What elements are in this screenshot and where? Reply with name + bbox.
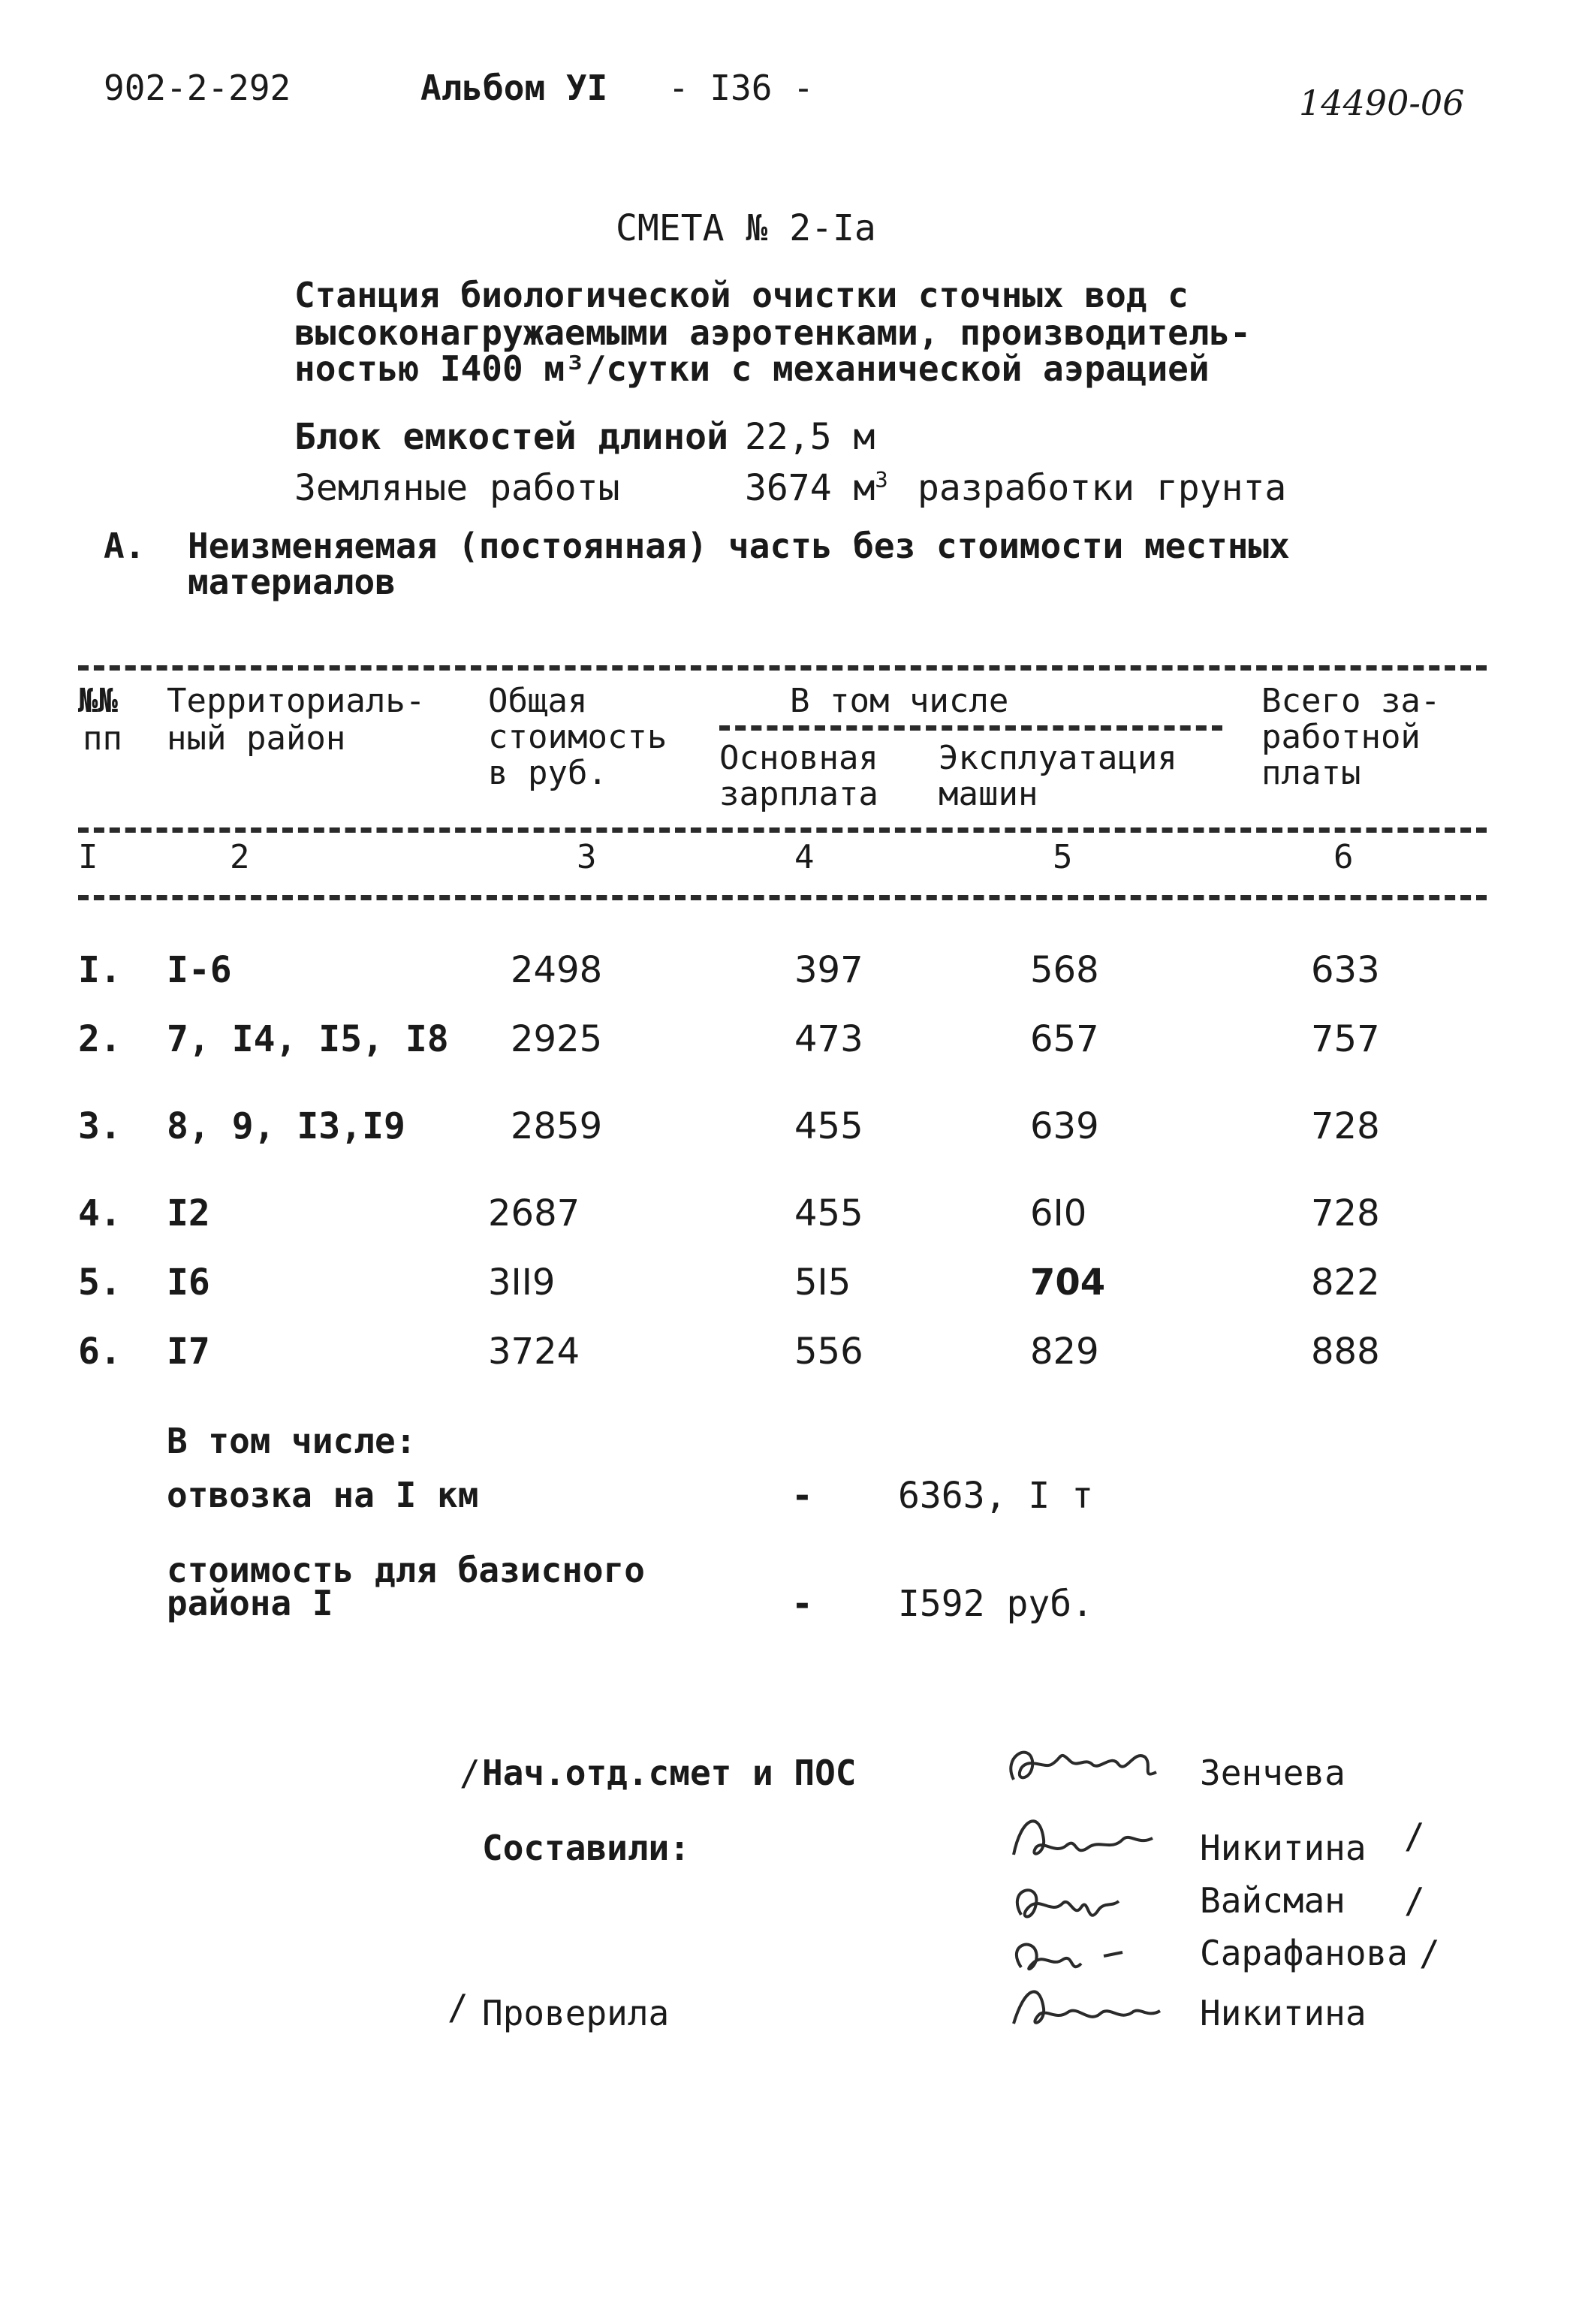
- table-top-rule: [78, 665, 1487, 671]
- description-line-1: Станция биологической очистки сточных вод с: [294, 275, 1189, 315]
- row-wage: 556: [794, 1331, 863, 1373]
- row-number: 4.: [78, 1192, 122, 1234]
- handwritten-signatures: [999, 1727, 1186, 2042]
- header-district-l1: Территориаль-: [167, 682, 426, 720]
- compiler-name: Сарафанова: [1200, 1933, 1408, 1973]
- column-number: I: [78, 838, 98, 876]
- row-wage: 455: [794, 1192, 863, 1234]
- earthworks-value: 3674 $м^3$: [745, 467, 888, 509]
- header-wage-l1: Основная: [719, 739, 878, 777]
- group-underline-rule: [719, 725, 1222, 731]
- row-number: 6.: [78, 1331, 122, 1373]
- row-all-wage: 728: [1311, 1105, 1380, 1147]
- row-machines: 6I0: [1030, 1192, 1087, 1234]
- slash-mark: /: [460, 1753, 481, 1793]
- row-total: 3724: [488, 1331, 580, 1373]
- header-district-l2: ный район: [167, 719, 346, 758]
- block-value: 22,5 м: [745, 416, 875, 458]
- including-heading: В том числе:: [167, 1421, 417, 1461]
- row-district: 7, I4, I5, I8: [167, 1018, 449, 1060]
- row-all-wage: 633: [1311, 949, 1380, 991]
- header-total-l2: стоимость: [488, 718, 667, 756]
- description-line-3: ностью I400 м³/сутки с механической аэрацией: [294, 348, 1210, 389]
- checked-by-label: Проверила: [482, 1993, 670, 2033]
- header-all-wage-l3: платы: [1261, 754, 1361, 792]
- description-line-2: высоконагружаемыми аэротенками, производитель-: [294, 312, 1251, 353]
- row-total: 2687: [488, 1192, 580, 1234]
- head-of-department-name: Зенчева: [1200, 1753, 1345, 1793]
- row-all-wage: 888: [1311, 1331, 1380, 1373]
- row-total: 3II9: [488, 1261, 556, 1304]
- header-total-l3: в руб.: [488, 754, 607, 792]
- row-wage: 473: [794, 1018, 863, 1060]
- header-number-l1: №№: [78, 682, 118, 720]
- base-cost-label-l2: района I: [167, 1583, 333, 1623]
- row-wage: 397: [794, 949, 863, 991]
- row-all-wage: 822: [1311, 1261, 1380, 1304]
- slash-mark: /: [1404, 1880, 1425, 1921]
- row-district: I-6: [167, 949, 232, 991]
- page-number: - I36 -: [668, 68, 814, 108]
- column-number: 2: [230, 838, 250, 876]
- compiler-name: Вайсман: [1200, 1880, 1345, 1921]
- block-label: Блок емкостей длиной: [294, 416, 728, 458]
- row-machines: 568: [1030, 949, 1099, 991]
- header-all-wage-l1: Всего за-: [1261, 682, 1441, 720]
- row-wage: 455: [794, 1105, 863, 1147]
- section-a-line-2: материалов: [188, 562, 396, 602]
- row-district: I6: [167, 1261, 210, 1304]
- row-all-wage: 757: [1311, 1018, 1380, 1060]
- row-wage: 5I5: [794, 1261, 851, 1304]
- column-number: 3: [577, 838, 597, 876]
- compiled-by-label: Составили:: [482, 1828, 690, 1868]
- row-machines: 704: [1030, 1261, 1106, 1304]
- header-total-l1: Общая: [488, 682, 588, 720]
- header-number-l2: пп: [83, 719, 122, 758]
- inventory-number: 14490-06: [1299, 83, 1465, 123]
- earthworks-suffix: разработки грунта: [918, 467, 1287, 509]
- header-group: В том числе: [790, 682, 1009, 720]
- header-wage-l2: зарплата: [719, 775, 878, 813]
- earthworks-label: Земляные работы: [294, 467, 620, 509]
- column-number: 6: [1333, 838, 1354, 876]
- compiler-name: Никитина: [1200, 1828, 1367, 1868]
- row-total: 2498: [511, 949, 603, 991]
- row-total: 2859: [511, 1105, 603, 1147]
- base-cost-label-l1: стоимость для базисного: [167, 1550, 645, 1590]
- row-district: 8, 9, I3,I9: [167, 1105, 405, 1147]
- column-numbers-rule: [78, 895, 1487, 900]
- album-label: Альбом УI: [420, 68, 608, 108]
- checker-name: Никитина: [1200, 1993, 1367, 2033]
- base-cost-value: I592 руб.: [898, 1583, 1094, 1625]
- slash-mark: /: [1419, 1933, 1440, 1973]
- row-number: 2.: [78, 1018, 122, 1060]
- header-machines-l1: Эксплуатация: [939, 739, 1177, 777]
- row-machines: 639: [1030, 1105, 1099, 1147]
- header-machines-l2: машин: [939, 775, 1038, 813]
- row-number: 5.: [78, 1261, 122, 1304]
- base-cost-dash: -: [791, 1583, 813, 1625]
- column-number: 5: [1053, 838, 1073, 876]
- row-machines: 657: [1030, 1018, 1099, 1060]
- header-bottom-rule: [78, 827, 1487, 833]
- row-machines: 829: [1030, 1331, 1099, 1373]
- row-number: I.: [78, 949, 122, 991]
- row-number: 3.: [78, 1105, 122, 1147]
- row-total: 2925: [511, 1018, 603, 1060]
- doc-code: 902-2-292: [104, 68, 291, 108]
- slash-mark: /: [1404, 1816, 1425, 1856]
- haul-dash: -: [791, 1475, 813, 1517]
- head-of-department-label: Нач.отд.смет и ПОС: [482, 1753, 857, 1793]
- header-all-wage-l2: работной: [1261, 718, 1421, 756]
- haul-label: отвозка на I км: [167, 1475, 479, 1515]
- column-number: 4: [794, 838, 815, 876]
- row-district: I7: [167, 1331, 210, 1373]
- row-all-wage: 728: [1311, 1192, 1380, 1234]
- haul-value: 6363, I т: [898, 1475, 1094, 1517]
- section-a-line-1: Неизменяемая (постоянная) часть без стоимости местных: [188, 526, 1290, 566]
- slash-mark: /: [447, 1987, 469, 2027]
- row-district: I2: [167, 1192, 210, 1234]
- page-title: СМЕТА № 2-Iа: [616, 207, 876, 249]
- section-a-marker: А.: [104, 526, 146, 566]
